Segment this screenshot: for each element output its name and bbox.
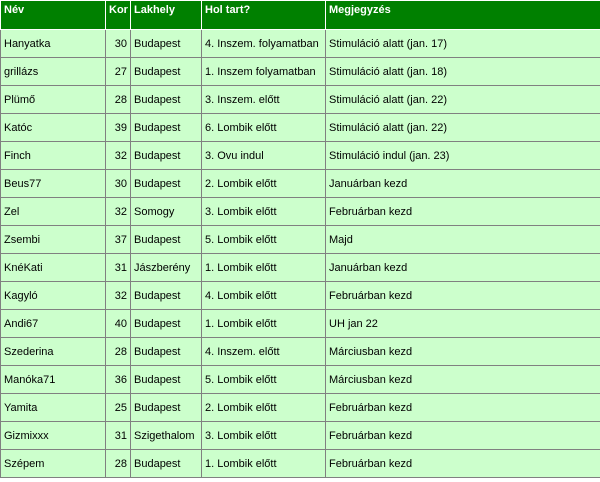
table-body [1, 30, 600, 478]
cell-lakhely: Budapest [131, 170, 202, 198]
table-row [1, 226, 600, 254]
cell-lakhely: Budapest [131, 114, 202, 142]
cell-hol-tart: 2. Lombik előtt [202, 170, 326, 198]
cell-lakhely: Budapest [131, 394, 202, 422]
cell-megjegyzes: UH jan 22 [326, 310, 600, 338]
cell-nev: Szépem [1, 450, 106, 478]
cell-lakhely: Budapest [131, 86, 202, 114]
table-row [1, 422, 600, 450]
cell-megjegyzes: Februárban kezd [326, 198, 600, 226]
cell-megjegyzes: Februárban kezd [326, 422, 600, 450]
cell-hol-tart: 2. Lombik előtt [202, 394, 326, 422]
cell-nev: Beus77 [1, 170, 106, 198]
cell-nev: grillázs [1, 58, 106, 86]
cell-kor: 36 [106, 366, 131, 394]
cell-lakhely: Jászberény [131, 254, 202, 282]
cell-nev: KnéKati [1, 254, 106, 282]
table-row [1, 254, 600, 282]
cell-megjegyzes: Márciusban kezd [326, 366, 600, 394]
cell-megjegyzes: Stimuláció alatt (jan. 22) [326, 86, 600, 114]
cell-megjegyzes: Stimuláció alatt (jan. 22) [326, 114, 600, 142]
cell-kor: 32 [106, 142, 131, 170]
header-nev: Név [1, 1, 106, 30]
cell-kor: 30 [106, 30, 131, 58]
table-row [1, 86, 600, 114]
cell-hol-tart: 4. Inszem. előtt [202, 338, 326, 366]
cell-lakhely: Budapest [131, 338, 202, 366]
cell-hol-tart: 5. Lombik előtt [202, 226, 326, 254]
cell-lakhely: Budapest [131, 450, 202, 478]
cell-megjegyzes: Márciusban kezd [326, 338, 600, 366]
table-row [1, 394, 600, 422]
cell-kor: 28 [106, 86, 131, 114]
cell-megjegyzes: Januárban kezd [326, 254, 600, 282]
cell-hol-tart: 3. Ovu indul [202, 142, 326, 170]
table-row [1, 198, 600, 226]
cell-lakhely: Budapest [131, 282, 202, 310]
cell-kor: 30 [106, 170, 131, 198]
header-row [1, 1, 600, 30]
header-lakhely: Lakhely [131, 1, 202, 30]
table-row [1, 114, 600, 142]
cell-nev: Zel [1, 198, 106, 226]
cell-nev: Finch [1, 142, 106, 170]
cell-nev: Andi67 [1, 310, 106, 338]
cell-nev: Kagyló [1, 282, 106, 310]
cell-nev: Zsembi [1, 226, 106, 254]
cell-kor: 25 [106, 394, 131, 422]
table-row [1, 338, 600, 366]
cell-megjegyzes: Februárban kezd [326, 394, 600, 422]
cell-megjegyzes: Januárban kezd [326, 170, 600, 198]
table-row [1, 58, 600, 86]
cell-lakhely: Budapest [131, 310, 202, 338]
cell-nev: Plümő [1, 86, 106, 114]
cell-lakhely: Budapest [131, 366, 202, 394]
cell-hol-tart: 1. Lombik előtt [202, 310, 326, 338]
cell-kor: 31 [106, 254, 131, 282]
header-kor: Kor [106, 1, 131, 30]
header-hol-tart: Hol tart? [202, 1, 326, 30]
cell-kor: 28 [106, 338, 131, 366]
cell-hol-tart: 1. Lombik előtt [202, 450, 326, 478]
cell-kor: 27 [106, 58, 131, 86]
cell-kor: 32 [106, 282, 131, 310]
cell-lakhely: Szigethalom [131, 422, 202, 450]
cell-kor: 32 [106, 198, 131, 226]
table-row [1, 142, 600, 170]
header-megjegyzes: Megjegyzés [326, 1, 600, 30]
cell-hol-tart: 3. Lombik előtt [202, 422, 326, 450]
cell-kor: 37 [106, 226, 131, 254]
cell-hol-tart: 4. Lombik előtt [202, 282, 326, 310]
table-row [1, 366, 600, 394]
cell-lakhely: Budapest [131, 30, 202, 58]
cell-lakhely: Budapest [131, 58, 202, 86]
cell-megjegyzes: Majd [326, 226, 600, 254]
cell-nev: Katóc [1, 114, 106, 142]
cell-megjegyzes: Stimuláció alatt (jan. 18) [326, 58, 600, 86]
cell-lakhely: Budapest [131, 226, 202, 254]
cell-lakhely: Budapest [131, 142, 202, 170]
cell-nev: Hanyatka [1, 30, 106, 58]
cell-megjegyzes: Stimuláció indul (jan. 23) [326, 142, 600, 170]
cell-hol-tart: 3. Inszem. előtt [202, 86, 326, 114]
cell-kor: 28 [106, 450, 131, 478]
cell-hol-tart: 1. Lombik előtt [202, 254, 326, 282]
table-row [1, 170, 600, 198]
cell-kor: 31 [106, 422, 131, 450]
cell-nev: Szederina [1, 338, 106, 366]
table-row [1, 310, 600, 338]
table-row [1, 450, 600, 478]
cell-hol-tart: 1. Inszem folyamatban [202, 58, 326, 86]
cell-nev: Yamita [1, 394, 106, 422]
cell-megjegyzes: Februárban kezd [326, 282, 600, 310]
cell-nev: Manóka71 [1, 366, 106, 394]
cell-lakhely: Somogy [131, 198, 202, 226]
cell-megjegyzes: Stimuláció alatt (jan. 17) [326, 30, 600, 58]
cell-nev: Gizmixxx [1, 422, 106, 450]
cell-hol-tart: 3. Lombik előtt [202, 198, 326, 226]
cell-megjegyzes: Februárban kezd [326, 450, 600, 478]
cell-kor: 39 [106, 114, 131, 142]
cell-hol-tart: 6. Lombik előtt [202, 114, 326, 142]
table-row [1, 282, 600, 310]
cell-hol-tart: 4. Inszem. folyamatban [202, 30, 326, 58]
cell-kor: 40 [106, 310, 131, 338]
table-row [1, 30, 600, 58]
cell-hol-tart: 5. Lombik előtt [202, 366, 326, 394]
